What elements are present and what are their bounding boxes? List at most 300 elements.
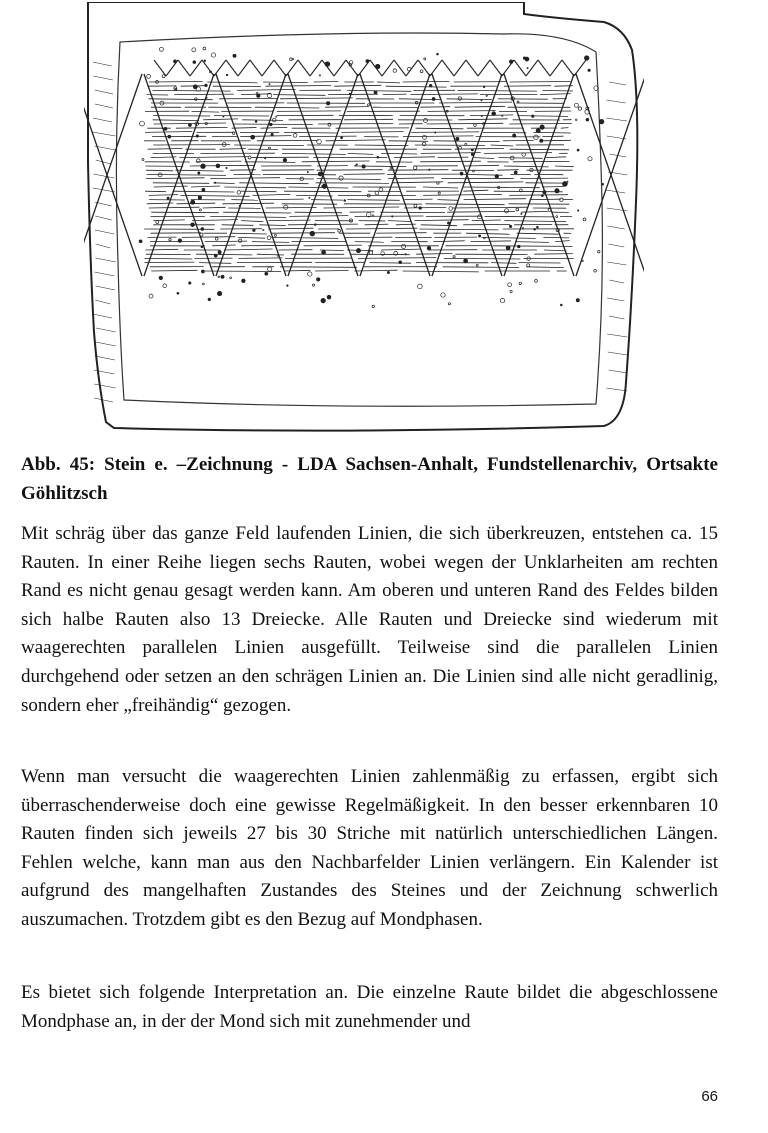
engraved-line xyxy=(418,60,430,76)
engraving-speckle xyxy=(263,229,264,230)
engraving-speckle xyxy=(322,250,326,254)
engraving-speckle xyxy=(201,228,204,231)
engraved-line xyxy=(376,233,426,234)
engraving-speckle xyxy=(191,200,195,204)
engraving-speckle xyxy=(168,135,171,138)
engraved-line xyxy=(277,111,341,112)
engraving-speckle xyxy=(268,147,270,149)
engraved-line xyxy=(381,249,421,250)
engraved-line xyxy=(237,89,295,90)
engraving-speckle xyxy=(223,116,224,117)
engraved-line xyxy=(464,199,526,200)
engraving-speckle xyxy=(274,234,276,236)
engraved-line xyxy=(261,199,304,200)
engraving-speckle xyxy=(374,91,377,94)
engraving-speckle xyxy=(319,75,320,76)
engraved-line xyxy=(388,221,412,222)
engraved-line xyxy=(95,230,114,234)
engraving-speckle xyxy=(255,121,257,123)
engraved-line xyxy=(426,123,503,124)
engraving-speckle xyxy=(202,188,205,191)
engraved-line xyxy=(92,132,115,136)
engraved-line xyxy=(241,245,298,246)
engraving-speckle xyxy=(449,207,453,211)
engraving-speckle xyxy=(233,54,236,57)
engraved-line xyxy=(562,60,574,76)
engraving-speckle xyxy=(423,135,427,139)
engraving-speckle xyxy=(584,56,589,61)
engraving-speckle xyxy=(355,165,356,166)
engraving-speckle xyxy=(437,53,439,55)
engraving-speckle xyxy=(312,284,314,286)
engraved-line xyxy=(302,161,370,162)
engraved-line xyxy=(484,153,552,154)
engraved-line xyxy=(546,157,566,158)
engraving-speckle xyxy=(276,116,277,117)
engraved-line xyxy=(241,191,277,192)
engraving-speckle xyxy=(356,249,360,253)
engraving-speckle xyxy=(465,143,467,145)
engraved-line xyxy=(491,145,514,146)
engraving-speckle xyxy=(265,272,268,275)
engraved-line xyxy=(286,60,298,76)
engraved-line xyxy=(510,149,569,150)
engraved-line xyxy=(84,74,142,276)
engraving-speckle xyxy=(205,84,208,87)
engraved-line xyxy=(145,249,178,250)
engraving-speckle xyxy=(201,270,204,273)
engraved-line xyxy=(96,286,116,290)
engraved-line xyxy=(347,90,411,91)
engraving-speckle xyxy=(458,97,461,100)
engraving-speckle xyxy=(270,123,273,126)
engraving-speckle xyxy=(293,133,297,137)
engraving-speckle xyxy=(427,246,431,250)
engraved-line xyxy=(403,136,474,137)
engraving-speckle xyxy=(486,95,487,96)
engraving-speckle xyxy=(518,245,521,248)
engraved-line xyxy=(438,157,469,158)
engraving-speckle xyxy=(321,298,326,303)
engraving-speckle xyxy=(322,184,326,188)
engraved-line xyxy=(274,60,286,76)
stone-inner-border xyxy=(116,33,602,406)
engraved-line xyxy=(514,60,526,76)
engraving-speckle xyxy=(586,118,589,121)
engraved-line xyxy=(334,60,346,76)
engraved-line xyxy=(344,174,385,175)
engraved-line xyxy=(474,158,494,159)
engraved-line xyxy=(607,208,628,211)
engraved-line xyxy=(416,128,464,129)
engraved-line xyxy=(607,334,627,337)
engraved-line xyxy=(405,199,433,200)
engraving-speckle xyxy=(414,166,417,169)
engraving-speckle xyxy=(362,165,365,168)
engraving-speckle xyxy=(338,229,341,232)
stone-drawing-image xyxy=(84,2,644,434)
engraving-speckle xyxy=(189,282,191,284)
engraved-line xyxy=(388,178,434,179)
engraved-line xyxy=(504,221,566,222)
engraved-line xyxy=(470,115,513,116)
stone-drawing-figure xyxy=(84,2,644,434)
engraved-line xyxy=(478,60,490,76)
engraved-line xyxy=(434,141,500,142)
engraved-line xyxy=(289,216,348,217)
engraved-line xyxy=(344,119,393,120)
engraving-speckle xyxy=(541,195,543,197)
engraved-line xyxy=(574,60,586,76)
engraved-line xyxy=(226,60,238,76)
engraved-line xyxy=(191,186,220,187)
engraving-speckle xyxy=(534,228,536,230)
engraving-speckle xyxy=(218,251,221,254)
engraving-speckle xyxy=(221,275,224,278)
engraved-line xyxy=(447,99,492,100)
engraving-speckle xyxy=(283,158,287,162)
engraving-speckle xyxy=(534,135,539,140)
engraving-speckle xyxy=(576,299,579,302)
engraved-line xyxy=(442,60,454,76)
engraved-line xyxy=(355,242,384,243)
engraved-line xyxy=(299,136,356,137)
engraved-line xyxy=(606,190,625,193)
engraved-line xyxy=(458,90,537,91)
engraving-speckle xyxy=(341,137,343,139)
engraving-speckle xyxy=(366,60,369,63)
engraving-speckle xyxy=(167,197,169,199)
engraved-line xyxy=(266,207,317,208)
engraved-line xyxy=(341,132,403,133)
engraved-line xyxy=(241,221,263,222)
engraved-line xyxy=(494,191,563,192)
engraving-speckle xyxy=(369,251,372,254)
engraved-line xyxy=(245,162,296,163)
engraving-speckle xyxy=(193,61,196,64)
engraved-line xyxy=(238,60,250,76)
engraved-line xyxy=(423,187,458,188)
engraving-speckle xyxy=(216,164,220,168)
engraved-line xyxy=(411,132,479,133)
engraved-line xyxy=(95,216,111,220)
engraving-speckle xyxy=(372,215,374,217)
engraved-line xyxy=(93,314,112,318)
engraving-speckle xyxy=(414,204,417,207)
engraved-line xyxy=(439,102,512,103)
engraving-speckle xyxy=(532,115,534,117)
engraving-speckle xyxy=(164,127,167,130)
engraved-line xyxy=(93,118,112,122)
engraved-line xyxy=(521,178,569,179)
engraved-line xyxy=(298,60,310,76)
engraved-line xyxy=(304,245,363,246)
engraving-speckle xyxy=(464,259,468,263)
engraved-line xyxy=(540,94,571,95)
engraved-line xyxy=(316,183,389,184)
engraving-speckle xyxy=(429,84,432,87)
engraved-line xyxy=(415,220,469,221)
engraving-speckle xyxy=(535,280,538,283)
engraved-line xyxy=(295,212,342,213)
engraved-line xyxy=(182,237,235,238)
engraved-line xyxy=(178,60,190,76)
paragraph-2: Wenn man versucht die waagerechten Linien zahlenmäßig zu erfassen, ergibt sich überraschenderweise doch eine gewisse Regelmäßigkeit. In den besser erkennbaren 10 Rauten finden sich jeweils 27 bis 30 Striche mit natürlich unterschiedlichen Längen. Fehlen welche, kann man aus den Nachbarfelder Linien verlängern. Ein Kalender ist aufgrund des mangelhaften Zustandes des Steines und der Zeichnung schwerlich auszumachen. Trotzdem gibt es den Bezug auf Mondphasen. xyxy=(21,766,718,930)
engraving-speckle xyxy=(447,222,449,224)
engraving-speckle xyxy=(513,134,516,137)
engraved-line xyxy=(252,242,289,243)
engraved-line xyxy=(196,161,242,162)
engraving-speckle xyxy=(509,225,511,227)
engraved-line xyxy=(146,170,173,171)
engraved-line xyxy=(238,258,282,259)
engraved-line xyxy=(96,244,111,248)
engraving-speckle xyxy=(481,100,482,101)
engraving-speckle xyxy=(441,293,445,297)
engraving-speckle xyxy=(506,246,510,250)
engraved-line xyxy=(96,328,116,332)
engraved-line xyxy=(386,86,447,87)
engraving-speckle xyxy=(402,244,406,248)
engraving-speckle xyxy=(174,60,177,63)
engraving-speckle xyxy=(218,276,220,278)
engraving-speckle xyxy=(387,271,389,273)
engraved-line xyxy=(423,194,502,195)
engraving-speckle xyxy=(267,236,271,240)
engraving-speckle xyxy=(516,208,519,211)
engraved-line xyxy=(259,225,286,226)
engraved-line xyxy=(145,132,192,133)
engraving-speckle xyxy=(448,303,450,305)
engraving-speckle xyxy=(196,135,198,137)
engraved-line xyxy=(377,82,400,83)
engraving-speckle xyxy=(253,229,256,232)
engraving-speckle xyxy=(169,239,171,241)
engraving-speckle xyxy=(560,304,562,306)
engraving-speckle xyxy=(567,181,568,182)
engraving-speckle xyxy=(239,239,242,242)
engraved-line xyxy=(257,254,284,255)
engraved-line xyxy=(284,132,337,133)
engraved-line xyxy=(282,153,346,154)
engraved-line xyxy=(444,258,521,259)
engraving-speckle xyxy=(594,270,597,273)
engraving-speckle xyxy=(424,58,426,60)
engraved-line xyxy=(179,157,248,158)
engraving-speckle xyxy=(500,298,504,302)
engraved-line xyxy=(561,128,569,129)
engraved-line xyxy=(151,270,197,271)
engraved-line xyxy=(472,220,501,221)
engraved-line xyxy=(543,237,569,238)
engraved-line xyxy=(370,263,412,264)
engraving-speckle xyxy=(226,167,227,168)
engraved-line xyxy=(420,107,450,108)
engraving-speckle xyxy=(191,223,195,227)
engraved-line xyxy=(94,272,114,276)
engraved-line xyxy=(148,149,183,150)
engraved-line xyxy=(351,254,410,255)
engraving-speckle xyxy=(188,124,191,127)
engraved-line xyxy=(521,211,548,212)
engraved-line xyxy=(526,267,563,268)
engraving-speckle xyxy=(537,226,539,228)
engraved-line xyxy=(95,258,115,262)
engraved-line xyxy=(346,228,418,229)
engraving-speckle xyxy=(574,103,578,107)
engraving-speckle xyxy=(521,213,522,214)
engraved-line xyxy=(497,170,518,171)
engraving-speckle xyxy=(192,48,196,52)
engraved-line xyxy=(498,158,542,159)
engraving-speckle xyxy=(178,239,182,243)
engraving-speckle xyxy=(540,125,544,129)
engraved-line xyxy=(490,60,502,76)
engraving-speckle xyxy=(471,149,473,151)
engraving-speckle xyxy=(602,183,604,185)
engraved-line xyxy=(232,128,257,129)
engraved-line xyxy=(95,300,111,304)
engraving-speckle xyxy=(349,93,351,95)
engraved-line xyxy=(608,352,628,355)
engraved-line xyxy=(538,60,550,76)
engraved-line xyxy=(212,245,235,246)
engraving-speckle xyxy=(460,172,463,175)
engraving-speckle xyxy=(471,153,474,156)
engraving-speckle xyxy=(230,277,232,279)
engraved-line xyxy=(463,190,488,191)
engraved-line xyxy=(403,271,479,272)
engraved-line xyxy=(288,224,358,225)
engraved-line xyxy=(147,174,226,175)
engraved-line xyxy=(485,216,555,217)
engraving-speckle xyxy=(251,135,255,139)
engraving-speckle xyxy=(578,210,579,211)
engraved-line xyxy=(334,85,381,86)
engraving-speckle xyxy=(177,292,179,294)
engraved-line xyxy=(365,224,389,225)
engraved-line xyxy=(93,62,112,66)
engraving-speckle xyxy=(598,251,600,253)
engraving-speckle xyxy=(578,107,581,110)
engraving-speckle xyxy=(392,216,393,217)
engraved-line xyxy=(426,204,505,205)
engraving-speckle xyxy=(149,294,153,298)
engraving-speckle xyxy=(217,291,221,295)
engraved-line xyxy=(609,280,624,283)
engraved-line xyxy=(151,212,219,213)
engraved-line xyxy=(93,174,114,178)
engraved-line xyxy=(145,191,166,192)
engraved-line xyxy=(233,124,313,125)
engraved-line xyxy=(509,124,572,125)
engraved-line xyxy=(180,195,249,196)
engraving-speckle xyxy=(156,221,159,224)
engraving-speckle xyxy=(505,209,509,213)
engraving-speckle xyxy=(268,267,272,271)
engraving-speckle xyxy=(522,228,524,230)
engraved-line xyxy=(214,60,226,76)
engraved-line xyxy=(517,116,568,117)
engraved-line xyxy=(381,153,417,154)
engraved-line xyxy=(190,165,254,166)
engraving-speckle xyxy=(525,57,529,61)
engraving-speckle xyxy=(473,170,475,172)
engraving-speckle xyxy=(555,189,559,193)
engraved-line xyxy=(509,195,568,196)
engraved-line xyxy=(463,187,540,188)
engraving-speckle xyxy=(211,53,215,57)
engraved-line xyxy=(203,207,226,208)
engraving-speckle xyxy=(502,115,503,116)
engraved-line xyxy=(464,165,499,166)
engraving-speckle xyxy=(435,132,436,133)
engraved-line xyxy=(354,270,397,271)
engraved-line xyxy=(96,342,116,346)
engraving-speckle xyxy=(424,119,428,123)
engraved-line xyxy=(493,246,573,247)
engraved-line xyxy=(145,258,193,259)
engraving-speckle xyxy=(583,218,586,221)
engraving-speckle xyxy=(265,158,266,159)
engraved-line xyxy=(455,106,506,107)
engraved-line xyxy=(609,82,626,85)
engraving-speckle xyxy=(226,74,228,76)
engraving-speckle xyxy=(432,98,435,101)
engraving-speckle xyxy=(577,149,579,151)
engraved-line xyxy=(410,94,478,95)
engraving-speckle xyxy=(198,172,200,174)
engraved-line xyxy=(355,145,409,146)
engraving-speckle xyxy=(203,283,205,285)
engraved-line xyxy=(149,99,213,100)
engraved-line xyxy=(421,225,457,226)
engraved-line xyxy=(241,94,271,95)
engraved-line xyxy=(94,398,113,402)
engraved-line xyxy=(95,356,115,360)
engraved-line xyxy=(404,207,446,208)
engraving-speckle xyxy=(139,240,142,243)
engraving-speckle xyxy=(390,167,392,169)
engraving-speckle xyxy=(325,62,330,67)
engraving-speckle xyxy=(237,191,241,195)
engraved-line xyxy=(544,250,567,251)
engraving-speckle xyxy=(375,191,379,195)
engraved-line xyxy=(239,183,308,184)
engraving-speckle xyxy=(317,278,320,281)
engraving-speckle xyxy=(438,192,440,194)
engraving-speckle xyxy=(356,164,357,165)
engraved-line xyxy=(94,384,116,388)
engraved-line xyxy=(261,127,288,128)
engraved-line xyxy=(181,86,206,87)
engraving-speckle xyxy=(481,115,482,116)
engraved-line xyxy=(205,241,247,242)
engraved-line xyxy=(95,104,113,108)
engraved-line xyxy=(222,203,274,204)
engraving-speckle xyxy=(393,69,396,72)
engraved-field xyxy=(84,60,644,402)
engraved-line xyxy=(250,60,262,76)
engraved-line xyxy=(310,60,322,76)
engraving-speckle xyxy=(367,104,369,106)
engraving-speckle xyxy=(309,197,310,198)
engraved-line xyxy=(224,249,272,250)
engraved-line xyxy=(199,263,231,264)
engraved-line xyxy=(608,244,624,247)
engraving-speckle xyxy=(517,101,519,103)
engraved-line xyxy=(348,153,374,154)
